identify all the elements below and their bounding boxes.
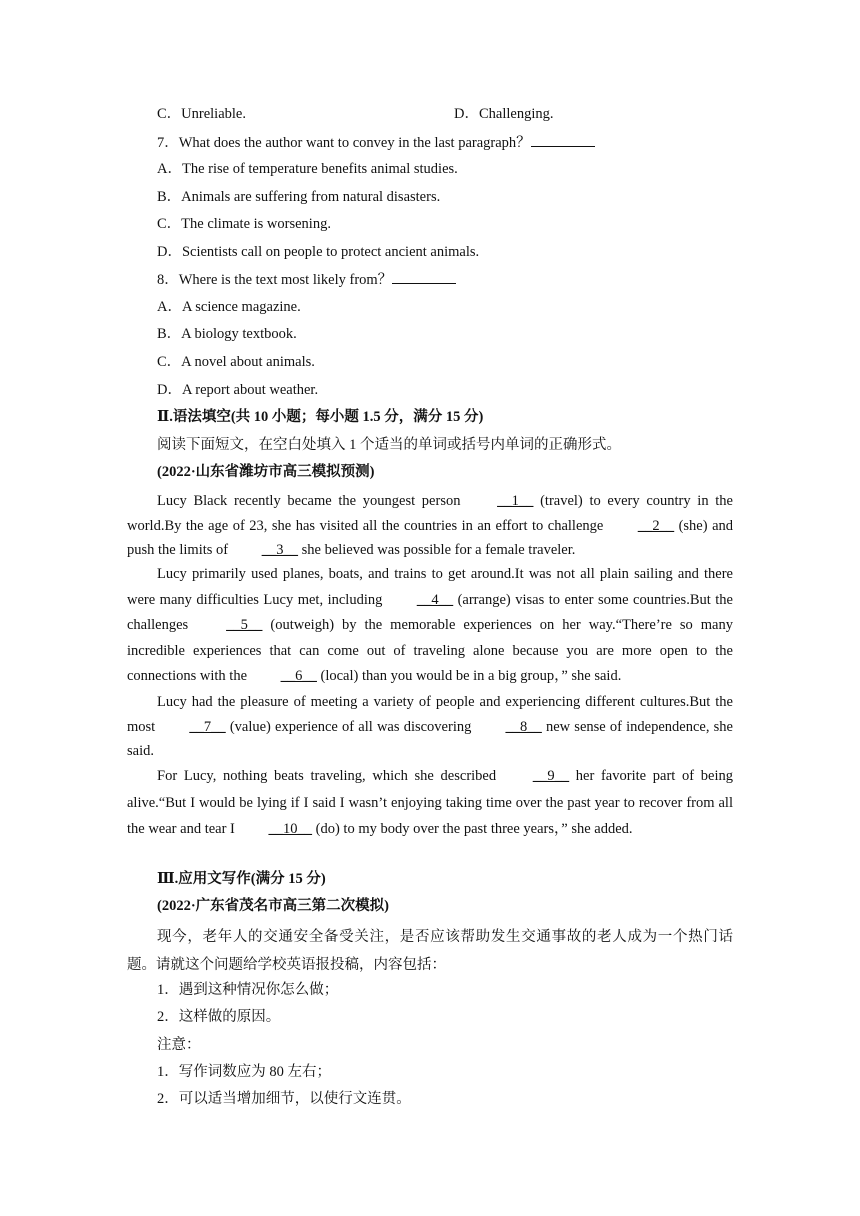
passage-paragraph-2 (127, 562, 733, 690)
q6-option-d: D．Challenging. (454, 106, 554, 122)
q8-stem (157, 269, 456, 290)
q8-option-a: A．A science magazine. (157, 299, 301, 315)
q8-option-b: B．A biology textbook. (157, 326, 297, 342)
section3-note-label: 注意： (157, 1037, 201, 1053)
q8-option-c: C．A novel about animals. (157, 354, 315, 370)
q6-option-c: C．Unreliable. (157, 106, 246, 122)
passage-text: (local) than you would be in a big group，” she said. (316, 668, 622, 684)
gap-8: __8__ (505, 718, 542, 735)
section2-source: (2022·山东省潍坊市高三模拟预测) (157, 464, 375, 480)
gap-7: __7__ (189, 718, 226, 735)
gap-2: __2__ (637, 517, 675, 534)
section3-intro-text: 现今，老年人的交通安全备受关注，是否应该帮助发生交通事故的老人成为一个热门话题。请就这个问题给学校英语报投稿，内容包括： (127, 929, 733, 973)
section2-heading: Ⅱ.语法填空(共 10 小题；每小题 1.5 分，满分 15 分) (157, 409, 484, 425)
gap-1: __1__ (497, 493, 534, 509)
passage-text: (do) to my body over the past three years，” she added. (312, 821, 633, 837)
q7-stem-text: 7．What does the author want to convey in the last paragraph？ (157, 135, 531, 151)
q7-answer-blank (531, 132, 595, 147)
section3-intro (127, 923, 733, 979)
gap-5: __5__ (226, 617, 263, 633)
q7-option-a: A．The rise of temperature benefits animal studies. (157, 161, 458, 177)
passage-paragraph-3 (127, 690, 733, 764)
q7-option-d: D．Scientists call on people to protect ancient animals. (157, 244, 480, 260)
gap-6: __6__ (280, 668, 317, 684)
section3-note-1: 1．写作词数应为 80 左右； (157, 1064, 331, 1080)
section3-point-2: 2．这样做的原因。 (157, 1009, 281, 1025)
section3-note-2: 2．可以适当增加细节，以使行文连贯。 (157, 1091, 411, 1107)
section2-instruction: 阅读下面短文，在空白处填入 1 个适当的单词或括号内单词的正确形式。 (157, 437, 621, 453)
gap-3: __3__ (261, 542, 298, 558)
passage-text: her favorite part of being alive.“But I would be lying if I said I wasn’t enjoying taking time over the past year to recover from all the wear and tear I (127, 768, 734, 837)
q8-answer-blank (392, 269, 456, 284)
q8-stem-text: 8．Where is the text most likely from？ (157, 272, 393, 288)
gap-9: __9__ (532, 768, 570, 784)
q7-option-b: B．Animals are suffering from natural disasters. (157, 189, 441, 205)
passage-text: Lucy had the pleasure of meeting a variety of people and experiencing different cultures.But the most (127, 694, 733, 735)
passage-text: (she) and push the limits of (127, 517, 733, 558)
passage-text: (travel) to every country in the world.By the age of 23, she has visited all the countries in an effort to challenge (127, 493, 733, 534)
gap-4: __4__ (416, 591, 454, 608)
q7-option-c: C．The climate is worsening. (157, 216, 331, 232)
section3-point-1: 1．遇到这种情况你怎么做； (157, 982, 339, 998)
passage-text: she believed was possible for a female traveler. (297, 542, 576, 558)
gap-10: __10__ (268, 821, 313, 837)
section3-heading: Ⅲ.应用文写作(满分 15 分) (157, 871, 326, 887)
passage-text: (value) experience of all was discovering (225, 718, 476, 735)
passage-text: new sense of independence, she said. (127, 718, 733, 759)
passage-text: Lucy primarily used planes, boats, and trains to get around.It was not all plain sailing and there were many difficulties Lucy met, including (127, 566, 733, 608)
section3-source: (2022·广东省茂名市高三第二次模拟) (157, 898, 389, 914)
passage-paragraph-1 (127, 489, 733, 563)
passage-text: Lucy Black recently became the youngest person (157, 493, 468, 509)
passage-text: For Lucy, nothing beats traveling, which she described (157, 768, 503, 784)
passage-paragraph-4 (127, 763, 733, 843)
passage-text: (outweigh) by the memorable experiences on her way.“There’re so many incredible experiences that can come out of traveling alone because you are more open to the connections with the (127, 617, 733, 684)
passage-text: (arrange) visas to enter some countries.But the challenges (127, 591, 733, 633)
q8-option-d: D．A report about weather. (157, 382, 319, 398)
q7-stem (157, 132, 595, 153)
